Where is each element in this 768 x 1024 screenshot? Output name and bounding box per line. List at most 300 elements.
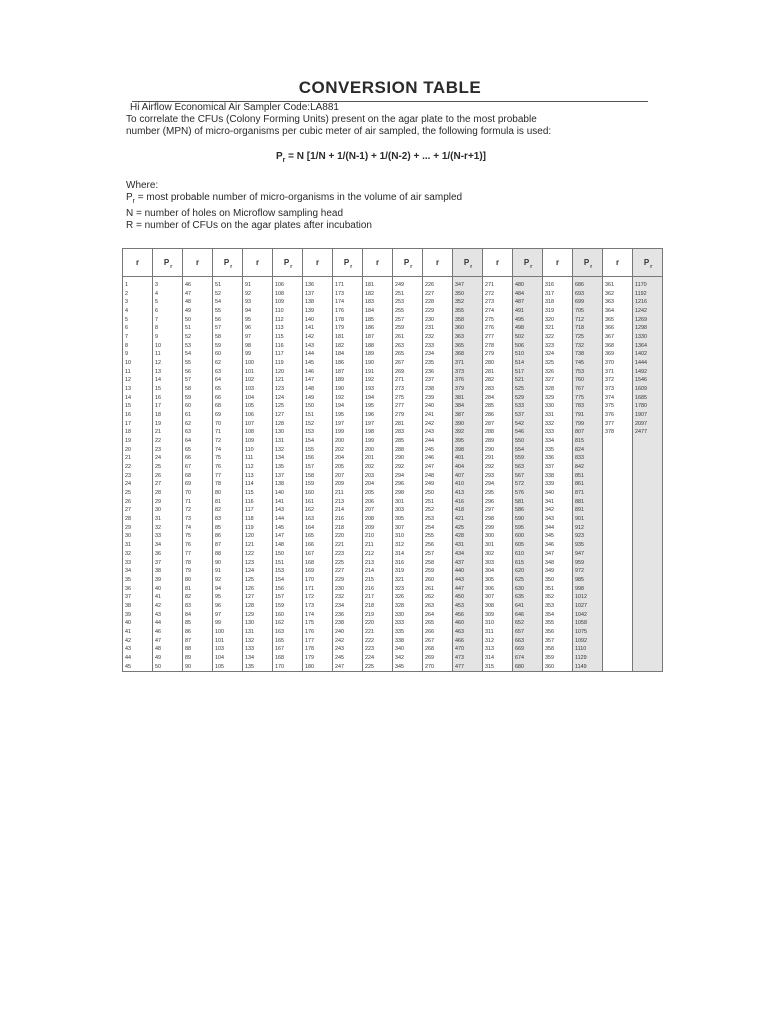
header-p-sub: r	[350, 264, 353, 270]
cell-r: 51	[183, 324, 213, 333]
cell-r	[603, 454, 633, 463]
cell-r: 118	[243, 515, 273, 524]
cell-pr: 160	[273, 611, 303, 620]
table-row	[123, 541, 663, 550]
cell-r: 361	[603, 277, 633, 290]
cell-r: 328	[543, 385, 573, 394]
cell-pr: 124	[273, 394, 303, 403]
cell-pr: 41	[153, 593, 183, 602]
cell-pr: 120	[273, 368, 303, 377]
cell-pr: 799	[573, 420, 603, 429]
cell-r: 80	[183, 576, 213, 585]
cell-r: 355	[543, 619, 573, 628]
cell-r: 140	[303, 316, 333, 325]
cell-pr: 131	[273, 437, 303, 446]
cell-r: 214	[363, 567, 393, 576]
cell-pr: 267	[393, 359, 423, 368]
cell-pr: 861	[573, 480, 603, 489]
cell-pr: 615	[513, 559, 543, 568]
cell-r: 378	[603, 428, 633, 437]
cell-r: 179	[303, 654, 333, 663]
cell-r: 150	[303, 402, 333, 411]
cell-r: 98	[243, 342, 273, 351]
cell-r: 2	[123, 290, 153, 299]
cell-r: 161	[303, 498, 333, 507]
table-row	[123, 567, 663, 576]
table-row	[123, 385, 663, 394]
cell-pr: 157	[273, 593, 303, 602]
cell-pr: 1110	[573, 645, 603, 654]
cell-pr: 204	[333, 454, 363, 463]
cell-pr: 33	[153, 532, 183, 541]
cell-r: 205	[363, 489, 393, 498]
cell-pr: 195	[333, 411, 363, 420]
cell-pr: 269	[393, 368, 423, 377]
cell-r: 231	[423, 324, 453, 333]
table-row	[123, 559, 663, 568]
cell-r: 95	[243, 316, 273, 325]
cell-r: 281	[483, 368, 513, 377]
cell-pr	[633, 550, 663, 559]
cell-r: 270	[423, 663, 453, 672]
cell-r: 81	[183, 585, 213, 594]
cell-r: 145	[303, 359, 333, 368]
cell-r: 363	[603, 298, 633, 307]
cell-r: 206	[363, 498, 393, 507]
cell-r: 255	[423, 532, 453, 541]
cell-pr: 5	[153, 298, 183, 307]
cell-r: 102	[243, 376, 273, 385]
cell-pr: 50	[153, 663, 183, 672]
cell-pr: 6	[153, 307, 183, 316]
cell-r: 14	[123, 394, 153, 403]
cell-r: 33	[123, 559, 153, 568]
cell-pr: 22	[153, 437, 183, 446]
cell-pr: 25	[153, 463, 183, 472]
cell-pr: 178	[333, 316, 363, 325]
cell-pr: 154	[273, 576, 303, 585]
cell-r: 170	[303, 576, 333, 585]
cell-pr: 227	[333, 567, 363, 576]
cell-r: 104	[243, 394, 273, 403]
header-pr	[273, 249, 303, 277]
table-row	[123, 506, 663, 515]
cell-r: 28	[123, 515, 153, 524]
cell-r: 35	[123, 576, 153, 585]
cell-pr: 473	[453, 654, 483, 663]
cell-r: 298	[483, 515, 513, 524]
cell-pr	[633, 515, 663, 524]
cell-pr: 581	[513, 498, 543, 507]
cell-pr: 1364	[633, 342, 663, 351]
cell-r: 70	[183, 489, 213, 498]
cell-r: 156	[303, 454, 333, 463]
cell-r: 66	[183, 454, 213, 463]
cell-r: 79	[183, 567, 213, 576]
cell-r: 273	[483, 298, 513, 307]
cell-r	[603, 541, 633, 550]
cell-pr: 625	[513, 576, 543, 585]
cell-r: 250	[423, 489, 453, 498]
cell-pr: 176	[333, 307, 363, 316]
cell-pr: 775	[573, 394, 603, 403]
cell-pr: 199	[333, 428, 363, 437]
cell-pr: 912	[573, 524, 603, 533]
cell-r: 304	[483, 567, 513, 576]
header-p-sub: r	[410, 264, 413, 270]
cell-r: 113	[243, 472, 273, 481]
cell-r: 371	[603, 368, 633, 377]
cell-r: 151	[303, 411, 333, 420]
cell-r	[603, 619, 633, 628]
cell-pr: 1546	[633, 376, 663, 385]
cell-pr: 290	[393, 454, 423, 463]
cell-pr: 1192	[633, 290, 663, 299]
cell-pr: 303	[393, 506, 423, 515]
cell-pr: 923	[573, 532, 603, 541]
cell-pr: 514	[513, 359, 543, 368]
cell-r	[603, 480, 633, 489]
cell-pr: 238	[333, 619, 363, 628]
cell-r: 288	[483, 428, 513, 437]
cell-r: 84	[183, 611, 213, 620]
table-header-row	[123, 249, 663, 277]
cell-r: 348	[543, 559, 573, 568]
cell-pr: 144	[273, 515, 303, 524]
cell-pr: 450	[453, 593, 483, 602]
cell-r: 29	[123, 524, 153, 533]
cell-pr: 165	[273, 637, 303, 646]
cell-r: 128	[243, 602, 273, 611]
header-p: P	[163, 258, 170, 267]
cell-pr: 1492	[633, 368, 663, 377]
cell-r: 240	[423, 402, 453, 411]
cell-r: 345	[543, 532, 573, 541]
cell-r: 47	[183, 290, 213, 299]
cell-r: 308	[483, 602, 513, 611]
cell-r: 234	[423, 350, 453, 359]
cell-pr: 186	[333, 359, 363, 368]
cell-pr: 360	[453, 324, 483, 333]
cell-pr: 95	[213, 593, 243, 602]
cell-r: 257	[423, 550, 453, 559]
cell-r	[603, 498, 633, 507]
cell-r: 318	[543, 298, 573, 307]
cell-pr: 563	[513, 463, 543, 472]
cell-r	[603, 489, 633, 498]
cell-r: 174	[303, 611, 333, 620]
table-row	[123, 472, 663, 481]
cell-r: 196	[363, 411, 393, 420]
cell-pr: 28	[153, 489, 183, 498]
cell-r: 65	[183, 446, 213, 455]
cell-pr: 502	[513, 333, 543, 342]
table-row	[123, 454, 663, 463]
cell-pr: 247	[333, 663, 363, 672]
cell-pr: 279	[393, 411, 423, 420]
cell-r: 216	[363, 585, 393, 594]
cell-pr: 243	[333, 645, 363, 654]
cell-r: 238	[423, 385, 453, 394]
cell-pr: 130	[273, 428, 303, 437]
cell-r: 335	[543, 446, 573, 455]
cell-pr: 236	[333, 611, 363, 620]
cell-r: 343	[543, 515, 573, 524]
cell-r: 77	[183, 550, 213, 559]
header-r: r	[243, 249, 273, 277]
cell-r: 241	[423, 411, 453, 420]
cell-pr: 229	[333, 576, 363, 585]
cell-r: 9	[123, 350, 153, 359]
cell-r: 266	[423, 628, 453, 637]
cell-r: 112	[243, 463, 273, 472]
cell-pr: 92	[213, 576, 243, 585]
cell-pr: 550	[513, 437, 543, 446]
cell-r: 227	[423, 290, 453, 299]
cell-r: 143	[303, 342, 333, 351]
cell-r: 164	[303, 524, 333, 533]
cell-pr: 646	[513, 611, 543, 620]
cell-pr: 159	[273, 602, 303, 611]
cell-pr: 373	[453, 368, 483, 377]
cell-pr	[633, 593, 663, 602]
cell-r: 172	[303, 593, 333, 602]
cell-r: 155	[303, 446, 333, 455]
cell-pr: 610	[513, 550, 543, 559]
cell-pr: 371	[453, 359, 483, 368]
cell-pr: 163	[273, 628, 303, 637]
table-row	[123, 463, 663, 472]
cell-r	[603, 611, 633, 620]
cell-r: 127	[243, 593, 273, 602]
cell-pr: 249	[393, 277, 423, 290]
cell-r: 15	[123, 402, 153, 411]
table-row	[123, 420, 663, 429]
header-r: r	[543, 249, 573, 277]
cell-pr: 595	[513, 524, 543, 533]
cell-pr: 288	[393, 446, 423, 455]
cell-pr: 132	[273, 446, 303, 455]
cell-r: 39	[123, 611, 153, 620]
cell-r: 237	[423, 376, 453, 385]
cell-pr: 352	[453, 298, 483, 307]
cell-pr: 674	[513, 654, 543, 663]
cell-r: 61	[183, 411, 213, 420]
cell-pr	[633, 454, 663, 463]
cell-pr	[633, 489, 663, 498]
cell-pr: 358	[453, 316, 483, 325]
cell-pr: 437	[453, 559, 483, 568]
cell-pr: 37	[153, 559, 183, 568]
cell-r: 194	[363, 394, 393, 403]
cell-pr: 106	[273, 277, 303, 290]
cell-pr: 19	[153, 420, 183, 429]
cell-r: 89	[183, 654, 213, 663]
cell-pr: 686	[573, 277, 603, 290]
cell-pr: 428	[453, 532, 483, 541]
header-pr	[633, 249, 663, 277]
cell-pr: 86	[213, 532, 243, 541]
cell-pr: 16	[153, 394, 183, 403]
cell-r: 176	[303, 628, 333, 637]
cell-r: 351	[543, 585, 573, 594]
table-row	[123, 619, 663, 628]
cell-r: 54	[183, 350, 213, 359]
cell-r: 279	[483, 350, 513, 359]
cell-r: 148	[303, 385, 333, 394]
cell-pr: 225	[333, 559, 363, 568]
cell-pr: 265	[393, 350, 423, 359]
cell-r: 76	[183, 541, 213, 550]
cell-r: 197	[363, 420, 393, 429]
cell-r: 299	[483, 524, 513, 533]
document-page	[126, 78, 666, 232]
header-p-sub: r	[290, 264, 293, 270]
cell-pr: 525	[513, 385, 543, 394]
cell-pr: 26	[153, 472, 183, 481]
cell-r: 272	[483, 290, 513, 299]
cell-pr: 192	[333, 394, 363, 403]
cell-pr	[633, 506, 663, 515]
cell-pr: 140	[273, 489, 303, 498]
cell-pr: 1075	[573, 628, 603, 637]
cell-r: 171	[303, 585, 333, 594]
cell-pr: 301	[393, 498, 423, 507]
cell-r: 292	[483, 463, 513, 472]
cell-pr: 141	[273, 498, 303, 507]
cell-r: 165	[303, 532, 333, 541]
cell-r: 226	[423, 277, 453, 290]
cell-pr: 421	[453, 515, 483, 524]
cell-pr: 760	[573, 376, 603, 385]
cell-r: 337	[543, 463, 573, 472]
cell-r: 85	[183, 619, 213, 628]
cell-r: 62	[183, 420, 213, 429]
header-pr	[393, 249, 423, 277]
intro-line-1: To correlate the CFUs (Colony Forming Units) present on the agar plate to the most probable	[126, 114, 537, 125]
cell-pr: 321	[393, 576, 423, 585]
cell-pr: 738	[573, 350, 603, 359]
cell-pr: 240	[333, 628, 363, 637]
cell-pr: 91	[213, 567, 243, 576]
cell-r: 352	[543, 593, 573, 602]
cell-r: 135	[243, 663, 273, 672]
cell-pr: 281	[393, 420, 423, 429]
cell-r: 306	[483, 585, 513, 594]
cell-r: 286	[483, 411, 513, 420]
cell-pr: 669	[513, 645, 543, 654]
cell-r: 215	[363, 576, 393, 585]
cell-r: 24	[123, 480, 153, 489]
cell-pr: 323	[393, 585, 423, 594]
cell-r: 347	[543, 550, 573, 559]
cell-pr: 590	[513, 515, 543, 524]
cell-pr: 74	[213, 446, 243, 455]
cell-r: 110	[243, 446, 273, 455]
cell-r: 96	[243, 324, 273, 333]
cell-r: 192	[363, 376, 393, 385]
cell-pr: 319	[393, 567, 423, 576]
cell-pr: 135	[273, 463, 303, 472]
header-p: P	[643, 258, 650, 267]
cell-r: 349	[543, 567, 573, 576]
cell-r: 209	[363, 524, 393, 533]
cell-r: 369	[603, 350, 633, 359]
cell-pr: 261	[393, 333, 423, 342]
cell-r: 157	[303, 463, 333, 472]
cell-r: 121	[243, 541, 273, 550]
cell-r: 244	[423, 437, 453, 446]
cell-pr: 66	[213, 394, 243, 403]
cell-r: 261	[423, 585, 453, 594]
cell-r: 21	[123, 454, 153, 463]
cell-r: 12	[123, 376, 153, 385]
cell-r: 52	[183, 333, 213, 342]
cell-r: 34	[123, 567, 153, 576]
cell-pr: 49	[153, 654, 183, 663]
cell-r: 131	[243, 628, 273, 637]
table-row	[123, 489, 663, 498]
table-row	[123, 498, 663, 507]
cell-r: 136	[303, 277, 333, 290]
cell-pr: 871	[573, 489, 603, 498]
cell-r	[603, 654, 633, 663]
cell-r: 300	[483, 532, 513, 541]
cell-pr: 495	[513, 316, 543, 325]
cell-r: 5	[123, 316, 153, 325]
cell-r: 220	[363, 619, 393, 628]
cell-r: 310	[483, 619, 513, 628]
cell-pr: 521	[513, 376, 543, 385]
cell-r: 211	[363, 541, 393, 550]
cell-pr: 510	[513, 350, 543, 359]
cell-pr: 314	[393, 550, 423, 559]
cell-r: 22	[123, 463, 153, 472]
cell-pr: 29	[153, 498, 183, 507]
cell-pr: 413	[453, 489, 483, 498]
cell-pr: 416	[453, 498, 483, 507]
cell-r: 317	[543, 290, 573, 299]
cell-r: 3	[123, 298, 153, 307]
cell-pr: 542	[513, 420, 543, 429]
cell-r: 200	[363, 446, 393, 455]
cell-r: 202	[363, 463, 393, 472]
cell-pr: 223	[333, 550, 363, 559]
cell-pr: 1129	[573, 654, 603, 663]
cell-r: 82	[183, 593, 213, 602]
cell-r: 198	[363, 428, 393, 437]
cell-r: 223	[363, 645, 393, 654]
cell-pr: 82	[213, 506, 243, 515]
cell-r: 254	[423, 524, 453, 533]
header-p-sub: r	[530, 264, 533, 270]
cell-r: 374	[603, 394, 633, 403]
cell-r: 217	[363, 593, 393, 602]
cell-r: 103	[243, 385, 273, 394]
cell-pr: 342	[393, 654, 423, 663]
cell-r: 204	[363, 480, 393, 489]
cell-pr: 410	[453, 480, 483, 489]
cell-pr: 296	[393, 480, 423, 489]
cell-r: 69	[183, 480, 213, 489]
cell-r: 183	[363, 298, 393, 307]
cell-r: 49	[183, 307, 213, 316]
cell-pr: 221	[333, 541, 363, 550]
cell-pr: 116	[273, 342, 303, 351]
cell-pr: 275	[393, 394, 423, 403]
cell-pr: 277	[393, 402, 423, 411]
cell-r: 101	[243, 368, 273, 377]
